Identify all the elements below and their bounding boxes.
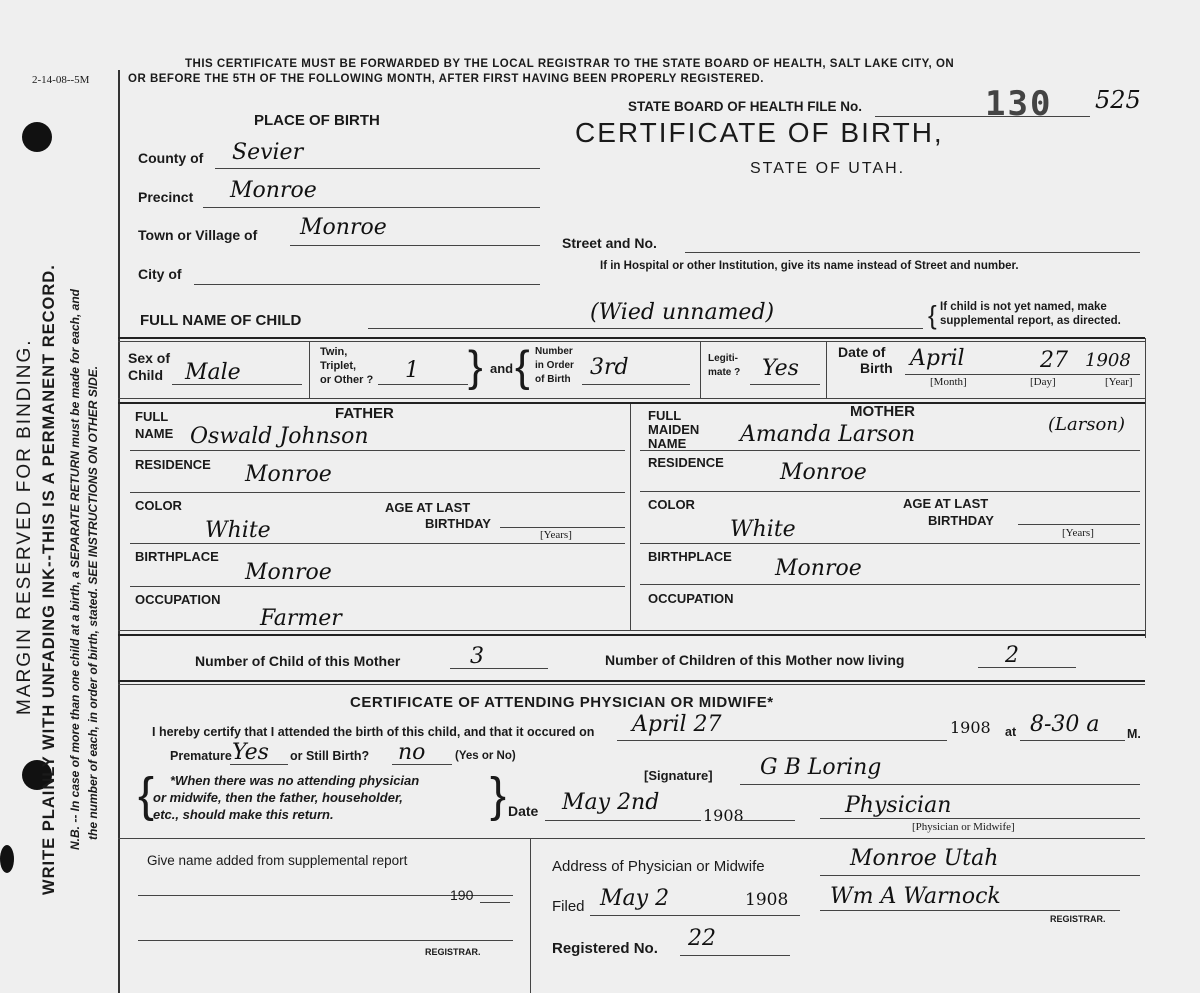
rule — [820, 818, 1140, 819]
reg-no-label: Registered No. — [552, 940, 658, 957]
mother-years-label: [Years] — [1062, 527, 1094, 539]
twin-value: 1 — [405, 358, 419, 383]
signature-label: [Signature] — [644, 768, 713, 783]
legit-label-1: Legiti- — [708, 353, 738, 364]
physician-heading: CERTIFICATE OF ATTENDING PHYSICIAN OR MIDWIFE* — [350, 694, 774, 711]
and-label: and — [490, 361, 514, 376]
at-label: at — [1005, 725, 1017, 739]
legit-value: Yes — [762, 356, 799, 381]
hospital-note: If in Hospital or other Institution, give its name instead of Street and number. — [600, 260, 1019, 272]
rule — [230, 764, 288, 765]
rule — [500, 527, 625, 528]
binding-hole — [0, 845, 14, 873]
mother-occupation-label: OCCUPATION — [648, 591, 734, 606]
physician-address: Monroe Utah — [850, 846, 999, 871]
divider — [700, 341, 701, 398]
father-color-label: COLOR — [135, 498, 182, 513]
rule — [820, 910, 1120, 911]
certify-text: I hereby certify that I attended the birth of this child, and that it occured on — [152, 725, 595, 739]
child-number-label: Number of Child of this Mother — [195, 653, 401, 669]
twin-label-1: Twin, — [320, 346, 348, 358]
supplement-year: 190 — [450, 887, 474, 903]
rule — [1018, 524, 1140, 525]
filed-label: Filed — [552, 898, 585, 915]
child-name-value: (Wied unnamed) — [590, 300, 775, 325]
frame-right — [1145, 338, 1146, 638]
father-heading: FATHER — [335, 405, 394, 422]
dob-label-2: Birth — [860, 360, 893, 376]
rule — [138, 940, 513, 941]
town-line — [290, 245, 540, 246]
header-line-2: OR BEFORE THE 5TH OF THE FOLLOWING MONTH, AFTER FIRST HAVING BEEN PROPERLY REGISTERED. — [128, 73, 764, 85]
birth-date: April 27 — [632, 712, 722, 737]
dob-year: 1908 — [1085, 350, 1131, 371]
rule — [118, 630, 1145, 631]
father-years-label: [Years] — [540, 529, 572, 541]
divider — [530, 838, 531, 993]
divider — [309, 341, 310, 398]
father-birthplace: Monroe — [245, 560, 332, 585]
rule — [392, 764, 452, 765]
year-label: [Year] — [1105, 376, 1133, 388]
rule — [640, 491, 1140, 492]
mother-birthplace: Monroe — [775, 556, 862, 581]
physician-signature: G B Loring — [760, 755, 882, 780]
brace: } — [490, 769, 507, 822]
sex-line — [172, 384, 302, 385]
rule — [640, 543, 1140, 544]
physician-role-label: [Physician or Midwife] — [912, 821, 1015, 833]
file-number: 130 — [985, 84, 1053, 124]
address-label: Address of Physician or Midwife — [552, 858, 765, 875]
father-name: Oswald Johnson — [190, 424, 369, 449]
county-line — [215, 168, 540, 169]
brace: } — [468, 342, 483, 391]
street-label: Street and No. — [562, 235, 657, 251]
father-residence: Monroe — [245, 462, 332, 487]
mother-residence-label: RESIDENCE — [648, 455, 724, 470]
rule — [130, 492, 625, 493]
rule — [118, 341, 1145, 342]
father-occupation-label: OCCUPATION — [135, 592, 221, 607]
precinct-value: Monroe — [230, 178, 317, 203]
reg-no: 22 — [688, 926, 716, 951]
sex-label-2: Child — [128, 367, 163, 383]
father-color: White — [205, 518, 271, 543]
rule — [118, 337, 1145, 339]
file-number-label: STATE BOARD OF HEALTH FILE No. — [628, 99, 862, 114]
father-age-label-1: AGE AT LAST — [385, 500, 471, 515]
legit-line — [750, 384, 820, 385]
city-line — [194, 284, 540, 285]
sign-date-label: Date — [508, 803, 539, 819]
brace: { — [138, 769, 155, 822]
month-label: [Month] — [930, 376, 967, 388]
mother-birthplace-label: BIRTHPLACE — [648, 549, 732, 564]
sign-year: 1908 — [703, 806, 744, 825]
rule — [545, 820, 701, 821]
child-name-note-2: supplemental report, as directed. — [940, 315, 1121, 327]
rule — [740, 784, 1140, 785]
father-full-label: FULL — [135, 409, 169, 424]
rule — [640, 584, 1140, 585]
twin-line — [378, 384, 468, 385]
rule — [590, 915, 800, 916]
certificate-title: CERTIFICATE OF BIRTH, — [575, 117, 944, 148]
dob-line — [905, 374, 1140, 375]
dob-month: April — [910, 346, 965, 371]
yes-no-label: (Yes or No) — [455, 750, 516, 762]
divider — [826, 341, 827, 398]
frame-left — [118, 70, 120, 993]
child-name-note-1: If child is not yet named, make — [940, 301, 1107, 313]
rule — [617, 740, 947, 741]
father-residence-label: RESIDENCE — [135, 457, 211, 472]
father-name-label: NAME — [135, 426, 174, 441]
mother-name-note: (Larson) — [1048, 414, 1126, 435]
order-value: 3rd — [590, 355, 629, 380]
father-age-label-2: BIRTHDAY — [425, 516, 491, 531]
rule — [680, 955, 790, 956]
rule — [118, 680, 1145, 682]
ink-instruction: WRITE PLAINLY WITH UNFADING INK--THIS IS A PERMANENT RECORD. — [40, 264, 58, 895]
side-note-2: the number of each, in order of birth, stated. SEE INSTRUCTIONS ON OTHER SIDE. — [86, 365, 100, 840]
m-label: M. — [1127, 727, 1141, 741]
order-line — [582, 384, 690, 385]
living-number: 2 — [1005, 643, 1019, 668]
brace: { — [928, 300, 937, 330]
rule — [118, 402, 1145, 404]
mother-color: White — [730, 517, 796, 542]
birth-year: 1908 — [950, 718, 991, 737]
physician-note-1: *When there was no attending physician — [170, 773, 420, 788]
father-birthplace-label: BIRTHPLACE — [135, 549, 219, 564]
rule — [118, 684, 1145, 685]
child-number: 3 — [470, 644, 484, 669]
place-of-birth-heading: PLACE OF BIRTH — [254, 112, 380, 129]
legit-label-2: mate ? — [708, 367, 741, 378]
sex-label-1: Sex of — [128, 350, 171, 366]
form-code: 2-14-08--5M — [32, 74, 90, 86]
town-label: Town or Village of — [138, 227, 258, 243]
father-occupation: Farmer — [260, 606, 342, 631]
rule — [480, 902, 510, 903]
precinct-line — [203, 207, 540, 208]
rule — [130, 543, 625, 544]
rule — [118, 634, 1145, 636]
street-line — [685, 252, 1140, 253]
rule — [130, 450, 625, 451]
dob-day: 27 — [1040, 348, 1068, 373]
parents-divider — [630, 404, 631, 630]
order-label-3: of Birth — [535, 374, 571, 385]
still-birth-value: no — [398, 740, 426, 765]
physician-note-2: or midwife, then the father, householder, — [153, 790, 403, 805]
supplement-registrar: REGISTRAR. — [425, 947, 481, 957]
mother-age-label-1: AGE AT LAST — [903, 496, 989, 511]
side-note-1: N.B. -- In case of more than one child at a birth, a SEPARATE RETURN must be made for each, and — [68, 289, 82, 850]
rule — [118, 398, 1145, 399]
twin-label-2: Triplet, — [320, 360, 357, 372]
sign-date: May 2nd — [562, 790, 660, 815]
sex-value: Male — [185, 360, 241, 385]
file-number-handwritten: 525 — [1095, 86, 1141, 114]
rule — [118, 838, 1145, 839]
rule — [735, 820, 795, 821]
brace: { — [515, 342, 530, 391]
county-value: Sevier — [232, 140, 304, 165]
living-label: Number of Children of this Mother now living — [605, 652, 905, 668]
city-label: City of — [138, 266, 182, 282]
physician-note-3: etc., should make this return. — [153, 807, 334, 822]
registrar-signature: Wm A Warnock — [830, 884, 1001, 909]
town-value: Monroe — [300, 215, 387, 240]
certificate-subtitle: STATE OF UTAH. — [750, 160, 906, 177]
birth-time: 8-30 a — [1030, 712, 1100, 737]
child-name-label: FULL NAME OF CHILD — [140, 312, 302, 329]
registrar-label: REGISTRAR. — [1050, 914, 1106, 924]
mother-age-label-2: BIRTHDAY — [928, 513, 994, 528]
premature-label: Premature — [170, 749, 232, 763]
day-label: [Day] — [1030, 376, 1056, 388]
county-label: County of — [138, 150, 204, 166]
mother-full-label: FULL — [648, 408, 682, 423]
rule — [978, 667, 1076, 668]
rule — [450, 668, 548, 669]
order-label-1: Number — [535, 346, 573, 357]
twin-label-3: or Other ? — [320, 374, 374, 386]
dob-label-1: Date of — [838, 344, 886, 360]
order-label-2: in Order — [535, 360, 574, 371]
premature-value: Yes — [232, 740, 269, 765]
header-line-1: THIS CERTIFICATE MUST BE FORWARDED BY THE LOCAL REGISTRAR TO THE STATE BOARD OF HEALTH, SALT LAKE CITY, ON — [185, 58, 955, 70]
rule — [640, 450, 1140, 451]
supplement-label: Give name added from supplemental report — [147, 853, 408, 868]
precinct-label: Precinct — [138, 189, 194, 205]
binding-hole — [22, 122, 52, 152]
mother-maiden-label: MAIDEN — [648, 422, 700, 437]
mother-color-label: COLOR — [648, 497, 695, 512]
rule — [130, 586, 625, 587]
mother-residence: Monroe — [780, 460, 867, 485]
filed-year: 1908 — [745, 890, 789, 910]
rule — [1020, 740, 1125, 741]
mother-heading: MOTHER — [850, 403, 915, 420]
rule — [820, 875, 1140, 876]
filed-date: May 2 — [600, 886, 670, 911]
physician-role: Physician — [845, 793, 952, 818]
still-birth-label: or Still Birth? — [290, 749, 370, 763]
child-name-line — [368, 328, 923, 329]
binding-margin-text: MARGIN RESERVED FOR BINDING. — [14, 338, 35, 715]
mother-name-label: NAME — [648, 436, 687, 451]
mother-name: Amanda Larson — [740, 422, 916, 447]
